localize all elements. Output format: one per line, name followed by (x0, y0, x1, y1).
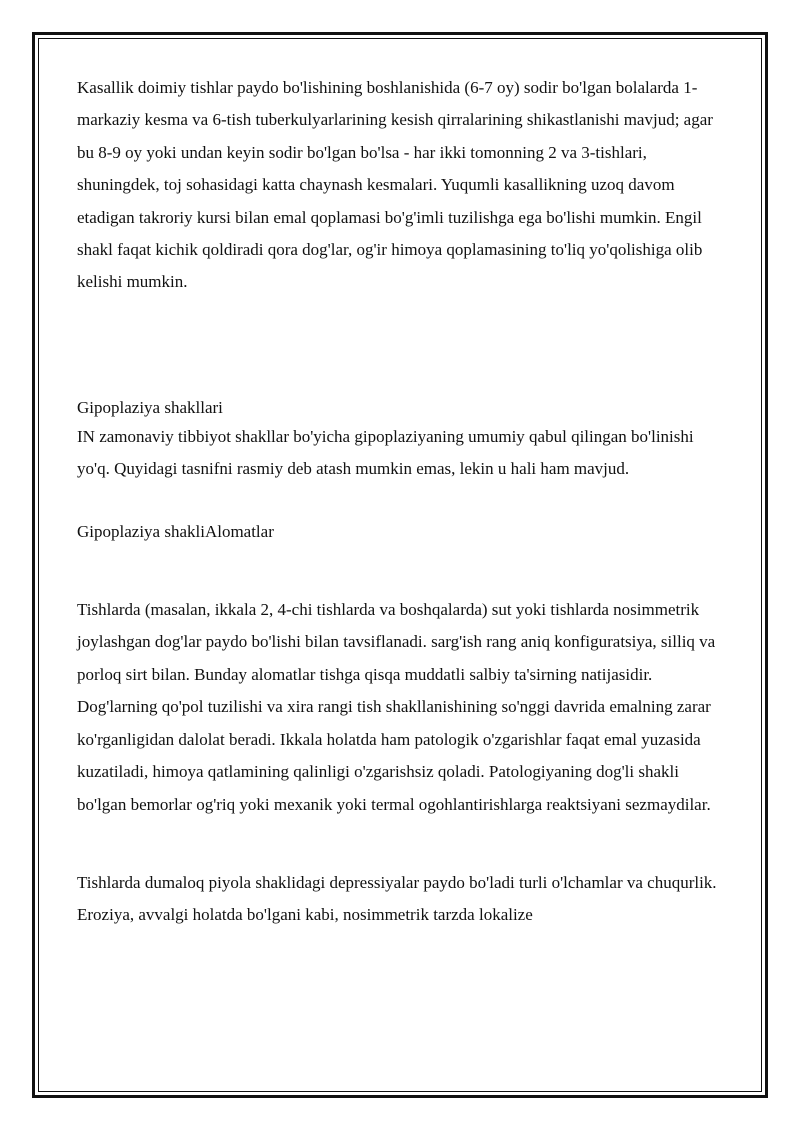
paragraph-spotted-form: Tishlarda (masalan, ikkala 2, 4-chi tishlarda va boshqalarda) sut yoki tishlarda nosimmetrik joylashgan dog'lar paydo bo'lishi bilan tavsiflanadi. sarg'ish rang aniq konfiguratsiya, silliq va porloq sirt bilan. Bunday alomatlar tishga qisqa muddatli salbiy ta'sirning natijasidir. Dog'larning qo'pol tuzilishi va xira rangi tish shakllanishining so'nggi davrida emalning zarar ko'rganligidan dalolat beradi. Ikkala holatda ham patologik o'zgarishlar faqat emal yuzasida kuzatiladi, himoya qatlamining qalinligi o'zgarishsiz qoladi. Patologiyaning dog'li shakli bo'lgan bemorlar og'riq yoki mexanik yoki termal ogohlantirishlarga reaktsiyani sezmaydilar. (77, 600, 716, 814)
section-heading: Gipoplaziya shakllari (77, 397, 223, 417)
document-body (77, 72, 727, 932)
paragraph-intro: Kasallik doimiy tishlar paydo bo'lishining boshlanishida (6-7 oy) sodir bo'lgan bolalarda 1-markaziy kesma va 6-tish tuberkulyarlarining kesish qirralarining shikastlanishi mavjud; agar bu 8-9 oy yoki undan keyin sodir bo'lgan bo'lsa - har ikki tomonning 2 va 3-tishlari, shuningdek, toj sohasidagi katta chaynash kesmalari. Yuqumli kasallikning uzoq davom etadigan takroriy kursi bilan emal qoplamasi bo'g'imli tuzilishga ega bo'lishi mumkin. Engil shakl faqat kichik qoldiradi qora dog'lar, og'ir himoya qoplamasining to'liq yo'qolishiga olib kelishi mumkin. (77, 78, 713, 292)
paragraph-erosive-form: Tishlarda dumaloq piyola shaklidagi depressiyalar paydo bo'ladi turli o'lchamlar va chuqurlik. Eroziya, avvalgi holatda bo'lgani kabi, nosimmetrik tarzda lokalize (77, 872, 717, 925)
paragraph-classification: IN zamonaviy tibbiyot shakllar bo'yicha gipoplaziyaning umumiy qabul qilingan bo'linishi yo'q. Quyidagi tasnifni rasmiy deb atash mumkin emas, lekin u hali ham mavjud. (77, 426, 694, 479)
table-header-row: Gipoplaziya shakliAlomatlar (77, 521, 274, 541)
